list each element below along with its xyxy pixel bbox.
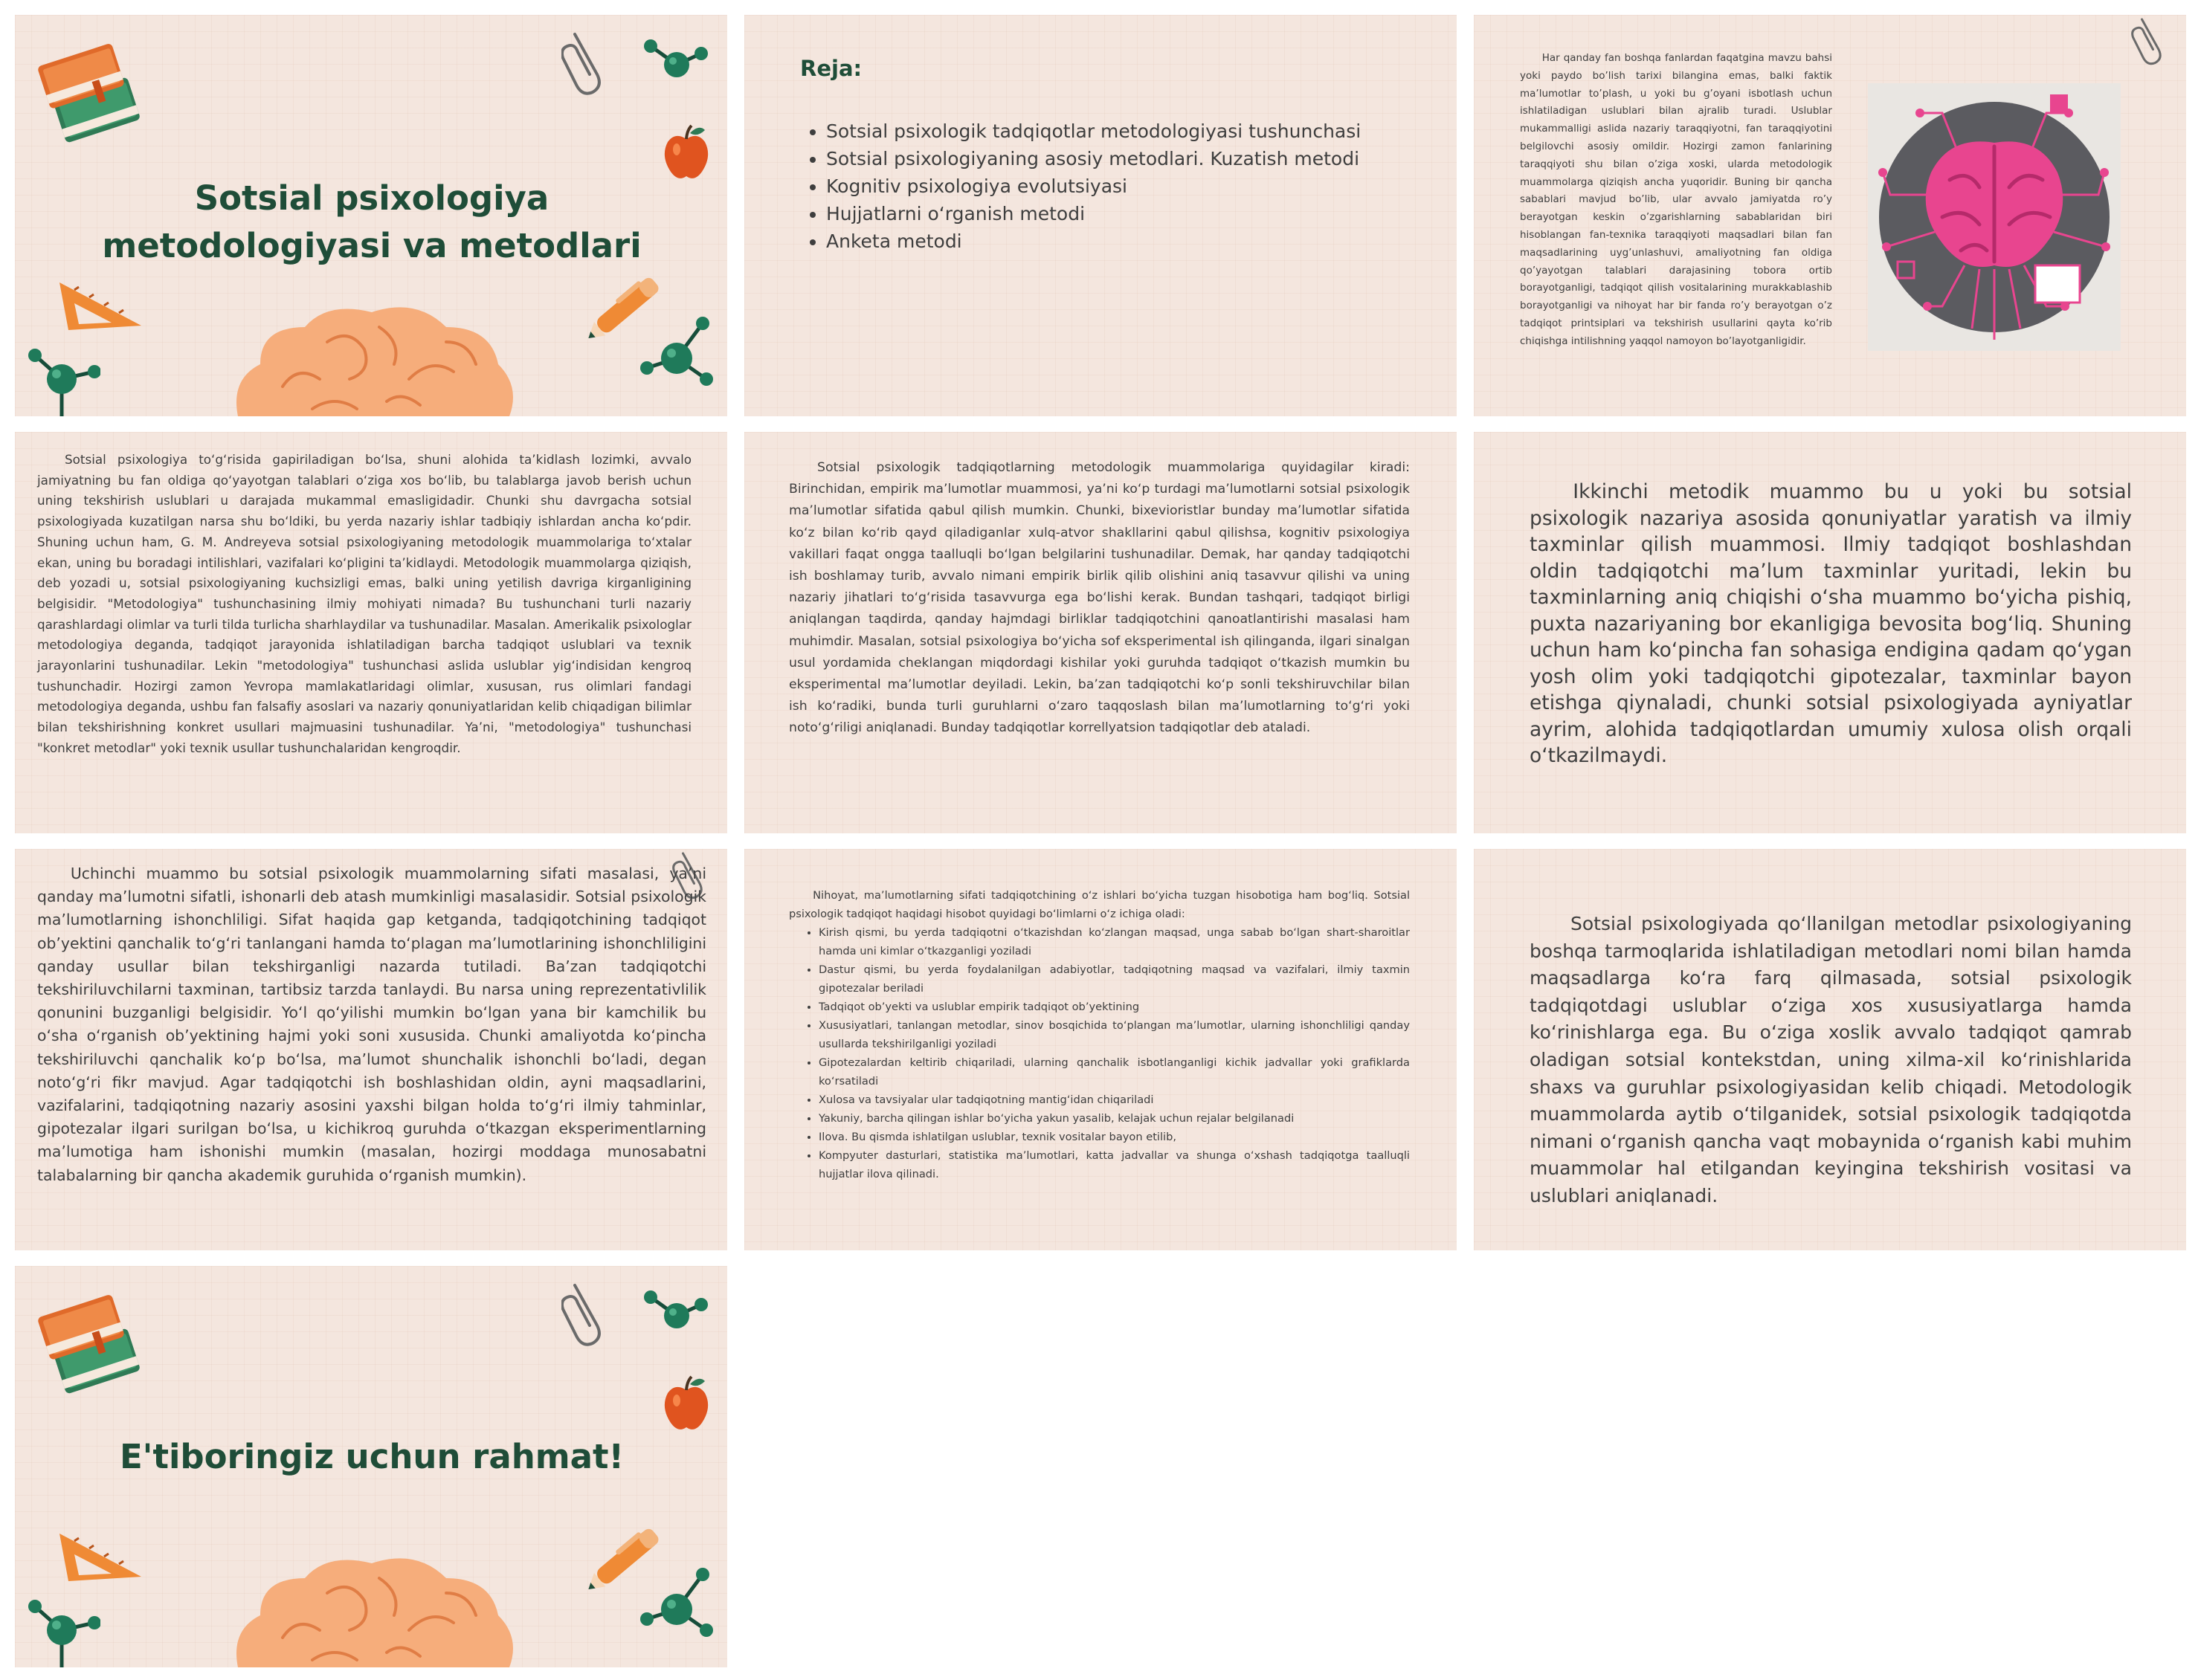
slide-plan[interactable] xyxy=(744,15,1457,416)
plan-item: • Hujjatlarni o‘rganish metodi xyxy=(826,200,1361,227)
brain-illustration xyxy=(223,297,521,416)
list-item: • Tadqiqot ob’yekti va uslublar empirik tadqiqot ob’yektining xyxy=(819,998,1410,1016)
slide-empirical-text[interactable] xyxy=(744,432,1457,833)
plan-item: • Kognitiv psixologiya evolutsiyasi xyxy=(826,172,1361,200)
list-item: • Kompyuter dasturlari, statistika ma’lumotlari, katta jadvallar va shunga o‘xshash tadqiqotga taalluqli hujjatlar ilova qilinadi. xyxy=(819,1146,1410,1183)
list-item: • Yakuniy, barcha qilingan ishlar bo‘yicha yakun yasalib, kelajak uchun rejalar belgilanadi xyxy=(819,1109,1410,1128)
list-item: • Kirish qismi, bu yerda tadqiqotni o‘tkazishdan ko‘zlangan maqsad, unga sabab bo‘lgan shart-sharoitlar hamda uni kimlar o‘tkazganligi yoziladi xyxy=(819,923,1410,960)
list-item: • Gipotezalardan keltirib chiqariladi, ularning qanchalik isbotlanganligi kichik jadvallar yoki grafiklarda ko‘rsatiladi xyxy=(819,1053,1410,1091)
list-item: • Xulosa va tavsiyalar ular tadqiqotning mantig‘idan chiqariladi xyxy=(819,1091,1410,1109)
slide-thanks[interactable] xyxy=(15,1266,727,1667)
thanks-title: E'tiboringiz uchun rahmat! xyxy=(119,1437,625,1476)
book-stack-icon xyxy=(37,1288,141,1400)
report-intro: Nihoyat, ma’lumotlarning sifati tadqiqotchining o‘z ishlari bo‘yicha tuzgan hisobotiga ham bog‘liq. Sotsial psixologik tadqiqot haqidagi hisobot quyidagi bo‘limlarni o‘z ichiga oladi: xyxy=(789,889,1410,920)
molecule-icon xyxy=(636,312,718,394)
list-item: • Ilova. Bu qismda ishlatilgan uslublar, texnik vositalar bayon etilib, xyxy=(819,1128,1410,1146)
plan-item: • Sotsial psixologiyaning asosiy metodlari. Kuzatish metodi xyxy=(826,145,1361,172)
slide-methods-text[interactable] xyxy=(1474,849,2186,1250)
slide-body-text: Ikkinchi metodik muammo bu u yoki bu sotsial psixologik nazariya asosida qonuniyatlar yaratish va ilmiy taxminlar qilish muammosi. Ilmiy tadqiqot boshlashdan oldin tadqiqotchi ma’lum taxminlar yuritadi, lekin bu taxminlarning aniq chiqishi o‘sha muammo bo‘yicha pishiq, puxta nazariyaning bor ekanligiga bevosita bog‘liq. Shuning uchun ham ko‘pincha fan sohasiga endigina qadam qo‘ygan yosh olim yoki tadqiqotchi gipotezalar, taxminlar bayon etishga qiynaladi, chunki sotsial psixologiyada ayniyatlar ayrim, alohida tadqiqotlardan umumiy xulosa olish orqali o‘tkazilmaydi. xyxy=(1530,480,2132,767)
slide-body-text: Sotsial psixologiya to‘g‘risida gapiriladigan bo‘lsa, shuni alohida ta’kidlash lozimki, avvalo jamiyatning bu fan oldiga qo‘yayotgan talablari o‘ziga xos bo‘lib, bu talablarga javob berish uchun uning tekshirish uslublari u darajada mukammal emasligidadir. Chunki shu davrgacha sotsial psixologiyada kuzatilgan narsa shu bo‘ldiki, bu yerda nazariy ishlar tadbiqiy ishlardan ancha ko‘pdir. Shuning uchun ham, G. M. Andreyeva sotsial psixologiyaning metodologik muammolariga to‘xtalar ekan, uning bu boradagi intilishlari, vazifalari ko‘pligini ta’kidlaydi. Metodologik muammolarga qiziqish, deb yozadi u, sotsial psixologiyaning kuchsizligi emas, balki uning yetilish davriga kirganligining belgisidir. "Metodologiya" tushunchasining ilmiy mohiyati nimada? Bu tushunchani turli nazariy qarashlardagi olimlar va turli tilda turlicha sharhlaydilar va tushunadilar. Masalan. Amerikalik psixologlar metodologiya deganda, tadqiqot jarayonida ishlatiladigan barcha tadqiqot uslublari va texnik jarayonlarini tushunadilar. Lekin "metodologiya" tushunchasi aslida uslublar yig‘indisidan kengroq tushunchadir. Hozirgi zamon Yevropa mamlakatlaridagi olimlar, xususan, rus olimlari fandagi metodologiya deganda, ushbu fan falsafiy asoslari va nazariy qonuniyatlaridan kelib chiqadigan bilimlar bilan tekshirishning konkret usullari majmuasini tushunadilar. Ya’ni, "metodologiya" tushunchasi "konkret metodlar" yoki texnik usullar tushunchalaridan kengroqdir. xyxy=(37,452,692,755)
slide-body-text: Uchinchi muammo bu sotsial psixologik muammolarning sifati masalasi, ya’ni qanday ma’lumotni sifatli, ishonarli deb atash mumkinligi masalasidir. Sotsial psixologik ma’lumotlarning ishonchliligi. Sifat haqida gap ketganda, tadqiqotchining tadqiqot ob’yektini qanchalik to‘g‘ri tanlangani hamda to‘plagan ma’lumotlarining ishonchliligini qanday usullar bilan tekshirganligi nazarda tutiladi. Ba’zan tadqiqotchi tekshiriluvchilarni taxminan, tartibsiz tarzda tanlaydi. Bu narsa uning reprezentativlilik qonunini buzganligi belgisidir. Yo‘l qo‘yilishi mumkin bo‘lgan yana bir kamchilik bu o‘sha o‘rganish ob’yektining hajmi yoki soni xususida. Chunki amaliyotda ko‘pincha tekshiriluvchi qanchalik ko‘p bo‘lsa, ma’lumot shunchalik ishonchli bo‘ladi, degan noto‘g‘ri fikr mavjud. Agar tadqiqotchi ish boshlashidan oldin, ayni maqsadlarini, vazifalarini, tadqiqotning nazariy asosini yaxshi bilgan holda to‘g‘ri ilmiy tahminlar, gipotezalar ilgari surilgan bo‘lsa, u kichikroq guruhda o‘tkazgan eksperimentlarning ma’lumotiga ham ishonishi mumkin (masalan, hozirgi moddaga munosabatni talabalarning bir qancha akademik guruhida o‘rganish mumkin). xyxy=(37,865,706,1184)
molecule-icon xyxy=(636,31,710,91)
plan-item: • Anketa metodi xyxy=(826,227,1361,255)
plan-heading: Reja: xyxy=(800,56,863,81)
ruler-triangle-icon xyxy=(52,1504,149,1586)
slide-title[interactable] xyxy=(15,15,727,416)
list-item: • Xususiyatlari, tanlangan metodlar, sinov bosqichida to‘plangan ma’lumotlar, ularning ishonchliligi qanday usullarda tekshirilganligi yoziladi xyxy=(819,1016,1410,1053)
paperclip-icon xyxy=(2128,15,2169,71)
slide-report-sections[interactable] xyxy=(744,849,1457,1250)
plan-item: • Sotsial psixologik tadqiqotlar metodologiyasi tushunchasi xyxy=(826,117,1361,145)
molecule-icon xyxy=(636,1282,710,1342)
paperclip-icon xyxy=(561,1279,606,1354)
slide-second-problem[interactable] xyxy=(1474,432,2186,833)
slide-body-text: Sotsial psixologiyada qo‘llanilgan metodlar psixologiyaning boshqa tarmoqlarida ishlatiladigan metodlari nomi bilan hamda maqsadlarga ko‘ra farq qilmasada, sotsial psixologik tadqiqotdagi uslublar o‘ziga xos xususiyatlarga hamda ko‘rinishlarga ega. Bu o‘ziga xoslik avvalo tadqiqot qamrab oladigan sotsial kontekstdan, uning xilma-xil ko‘rinishlarida shaxs va guruhlar psixologiyasidan kelib chiqadi. Metodologik muammolarda aytib o‘tilganidek, sotsial psixologik tadqiqotda nimani o‘rganish qancha vaqt mobaynida o‘rganish kabi muhim muammolar hal etilgandan keyingina tekshirish vositasi va uslublari aniqlanadi. xyxy=(1530,913,2132,1206)
report-list xyxy=(789,923,1410,1183)
molecule-icon xyxy=(636,1563,718,1645)
slide-intro-text[interactable] xyxy=(1474,15,2186,416)
slide-third-problem[interactable] xyxy=(15,849,727,1250)
plan-list xyxy=(796,117,1361,255)
molecule-icon xyxy=(26,342,100,416)
book-stack-icon xyxy=(37,37,141,149)
slide-body-text xyxy=(789,886,1410,1183)
apple-icon xyxy=(660,123,712,182)
brain-illustration xyxy=(223,1548,521,1667)
slide-body-text: Har qanday fan boshqa fanlardan faqatgina mavzu bahsi yoki paydo bo’lish tarixi bilangina emas, balki faktik ma’lumotlar to’plash, u yoki bu g’oyani isbotlash uchun ishlatiladigan uslublari bilan ajralib turadi. Uslublar mukammalligi aslida nazariy taraqqiyotni, fan taraqqiyotini belgilovchi asosiy omildir. Hozirgi zamon fanlarining taraqqiyoti shu bilan o’ziga xoski, ularda metodologik muammolarga qiziqish ancha yuqoridir. Buning bir qancha sabablari mavjud bo’lib, ular avvalo jamiyatda ro’y berayotgan keskin o’zgarishlarning sabablaridan biri hisoblangan fan-texnika taraqqiyoti maqsadlari bilan fan maqsadlarining uyg’unlashuvi, amaliyotning fan oldiga qo’yayotgan talablari darajasining tobora ortib borayotganligi, tadqiqot qilish vositalarining murakkablashib borayotganligi va nihoyat har bir fanda ro’y berayotgan o’z tadqiqot printsiplari va tekshirish usullarini qayta ko’rib chiqishga intilishning yaqqol namoyon bo’layotganligidir. xyxy=(1520,52,1832,347)
list-item: • Dastur qismi, bu yerda foydalanilgan adabiyotlar, tadqiqotning maqsad va vazifalari, ilmiy taxmin gipotezalar beriladi xyxy=(819,960,1410,998)
slide-body-text: Sotsial psixologik tadqiqotlarning metodologik muammolariga quyidagilar kiradi: Birinchidan, empirik ma’lumotlar muammosi, ya’ni ko‘p turdagi ma’lumotlarni sotsial psixologik ma’lumotlar sifatida qabul qilish mumkin. Chunki, bixevioristlar bunday ma’lumotlar sifatida ko‘z bilan ko‘rib qayd qiladiganlar xulq-atvor shakllarini qabul qilishsa, kognitiv psixologiya vakillari faqat ongga taalluqli bo‘lgan belgilarini tushunadilar. Demak, har qanday tadqiqotchi ish boshlamay turib, avvalo nimani empirik birlik qilib olishini aniq tasavvur qilishi va uning nazariy jihatlari to‘g‘risida tasavvurga ega bo‘lishi kerak. Bundan tashqari, tadqiqot birligi aniqlangan taqdirda, qanday hajmdagi birliklar tadqiqotchini qanoatlantirishi masalasi ham muhimdir. Masalan, sotsial psixologiya bo‘yicha sof eksperimental ish qilinganda, ilgari sinalgan usul yordamida cheklangan miqdordagi kishilar yoki guruhda tadqiqot o‘tkazish mumkin bu eksperimental ma’lumotlar deyiladi. Lekin, ba’zan tadqiqotchi ko‘p sonli tekshiruvchilar bilan ish ko‘radiki, bunda turli guruhlarni o‘zaro taqqoslash bilan ma’lumotlarning to‘g‘ri yoki noto‘g‘riligi aniqlanadi. Bunday tadqiqotlar korrellyatsion tadqiqotlar deb ataladi. xyxy=(789,460,1410,736)
presentation-title: Sotsial psixologiya metodologiyasi va metodlari xyxy=(102,178,642,265)
slide-methodology-text[interactable] xyxy=(15,432,727,833)
ai-brain-circuit-image xyxy=(1868,83,2121,351)
molecule-icon xyxy=(26,1593,100,1667)
paperclip-icon xyxy=(561,28,606,103)
apple-icon xyxy=(660,1374,712,1433)
